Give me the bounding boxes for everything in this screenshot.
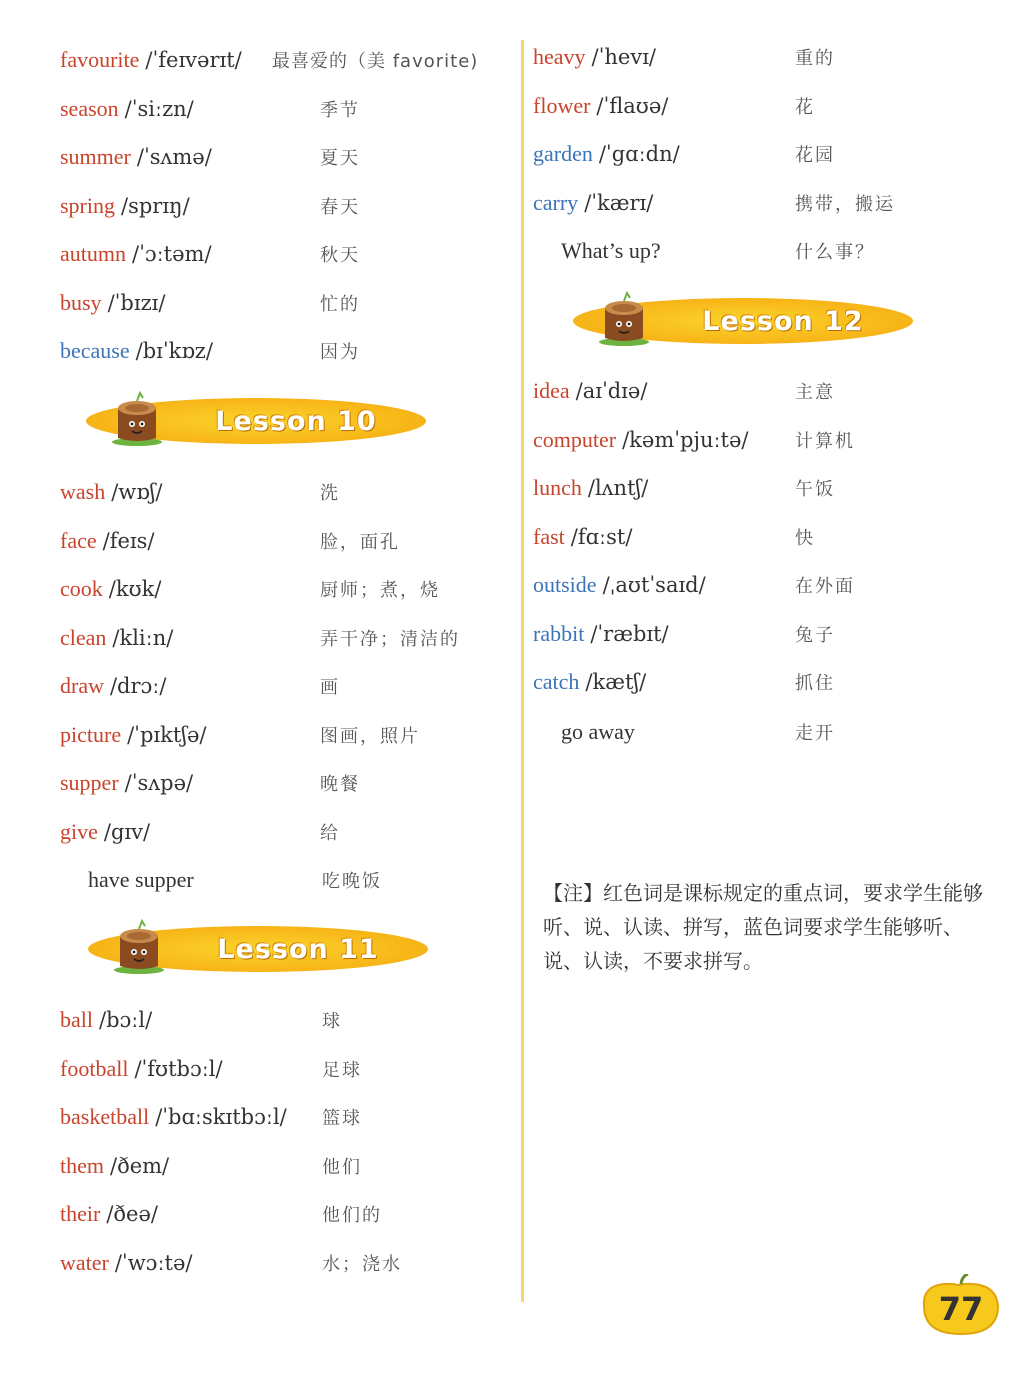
vocab-entry (533, 420, 749, 460)
vocab-meaning: 忙的 (320, 293, 360, 315)
vocab-meaning: 兔子 (795, 624, 835, 646)
vocab-entry (60, 618, 173, 658)
vocab-entry (60, 763, 193, 803)
lesson-banner (86, 396, 426, 446)
vocab-entry (533, 371, 647, 411)
vocab-meaning: 图画，照片 (320, 725, 420, 747)
vocab-word: flower (533, 92, 591, 118)
vocab-meaning: 抓住 (795, 673, 835, 694)
vocab-entry (533, 662, 646, 702)
vocab-phonetic: /kʊk/ (108, 577, 162, 601)
vocab-meaning: 秋天 (320, 245, 360, 266)
vocab-word: wash (60, 479, 106, 504)
vocab-word: autumn (60, 241, 126, 266)
vocab-entry (60, 715, 206, 755)
vocab-entry (60, 137, 212, 177)
vocab-entry (533, 86, 668, 126)
note-text: 【注】红色词是课标规定的重点词，要求学生能够听、说、认读、拼写，蓝色词要求学生能够听、说、认读，不要求拼写。 (543, 881, 983, 973)
vocab-entry (60, 40, 242, 80)
vocab-word: their (60, 1201, 101, 1226)
vocab-meaning: 脸，面孔 (320, 531, 400, 553)
vocab-entry (533, 183, 653, 223)
vocab-meaning: 洗 (320, 483, 340, 504)
vocab-entry (533, 37, 656, 77)
vocab-entry (60, 234, 212, 274)
vocab-word: catch (533, 669, 580, 694)
vocab-word: face (60, 527, 97, 553)
page-number: 77 (938, 1290, 984, 1328)
vocab-phonetic: /kætʃ/ (585, 670, 647, 694)
vocab-word: heavy (533, 44, 586, 69)
vocab-word: picture (60, 721, 122, 747)
vocab-entry (533, 614, 669, 654)
vocab-phonetic: /ˈsʌmə/ (136, 145, 212, 169)
vocab-word: outside (533, 572, 597, 597)
vocab-phonetic: /ˈbɪzɪ/ (107, 290, 166, 315)
vocab-entry (60, 1000, 152, 1040)
phrase-text: have supper (88, 867, 194, 892)
vocab-word: spring (60, 192, 115, 218)
vocab-phonetic: /bɔːl/ (99, 1008, 153, 1032)
vocab-phonetic: /ˈgɑːdn/ (598, 142, 680, 166)
vocab-phonetic: /ˈfʊtbɔːl/ (134, 1056, 223, 1081)
vocab-meaning: 晚餐 (320, 774, 360, 795)
vocab-word: football (60, 1055, 129, 1081)
vocab-meaning: 计算机 (795, 430, 855, 452)
vocab-phonetic: /ðeə/ (106, 1202, 158, 1226)
vocab-entry (60, 186, 190, 226)
vocab-phonetic: /ˈsiːzn/ (124, 96, 194, 121)
vocab-entry (533, 468, 648, 508)
vocab-word: rabbit (533, 620, 585, 646)
tree-stump-icon (110, 390, 164, 446)
vocab-word: lunch (533, 475, 582, 500)
vocab-word: fast (533, 523, 565, 549)
vocab-meaning: 厨师；煮，烧 (320, 580, 440, 601)
vocab-meaning: 午饭 (795, 479, 835, 500)
vocab-meaning: 球 (322, 1011, 342, 1032)
vocab-meaning: 花园 (795, 145, 835, 166)
vocab-meaning: 他们的 (322, 1205, 382, 1226)
vocab-phonetic: /ˌaʊtˈsaɪd/ (602, 573, 706, 597)
vocab-word: computer (533, 426, 617, 452)
vocab-phonetic: /ˈflaʊə/ (596, 93, 669, 118)
phrase-row (88, 860, 194, 900)
vocab-meaning: 夏天 (320, 148, 360, 169)
phrase-text: go away (561, 719, 635, 744)
vocab-word: ball (60, 1007, 93, 1032)
vocab-word: give (60, 818, 98, 844)
vocab-entry (60, 521, 154, 561)
phrase-meaning: 吃晚饭 (322, 871, 382, 892)
apple-page-number-icon (914, 1274, 1004, 1338)
vocab-meaning: 水；浇水 (322, 1253, 402, 1275)
vocab-phonetic: /gɪv/ (103, 819, 151, 844)
vocab-meaning: 他们 (322, 1156, 362, 1178)
phrase-text: What’s up? (561, 238, 661, 263)
vocab-entry (533, 565, 706, 605)
lesson-banner (573, 296, 913, 346)
vocab-phonetic: /drɔː/ (109, 674, 167, 698)
vocab-entry (60, 1049, 223, 1089)
vocab-meaning: 快 (795, 527, 815, 549)
vocab-meaning: 因为 (320, 342, 360, 363)
vocab-phonetic: /bɪˈkɒz/ (135, 339, 213, 363)
vocab-phonetic: /aɪˈdɪə/ (575, 379, 648, 403)
vocab-word: them (60, 1152, 104, 1178)
vocab-phonetic: /ˈwɔːtə/ (114, 1250, 193, 1275)
vocab-word: garden (533, 141, 593, 166)
vocab-phonetic: /kliːn/ (112, 625, 174, 650)
vocab-phonetic: /ðem/ (110, 1153, 170, 1178)
vocab-meaning: 携带，搬运 (795, 193, 895, 215)
vocab-phonetic: /ˈbɑːskɪtbɔːl/ (155, 1105, 287, 1129)
vocab-phonetic: /fɑːst/ (570, 524, 633, 549)
tree-stump-icon (597, 290, 651, 346)
vocab-meaning: 主意 (795, 382, 835, 403)
vocab-entry (533, 134, 680, 174)
vocab-meaning: 重的 (795, 48, 835, 69)
vocab-phonetic: /feɪs/ (102, 528, 155, 553)
vocab-word: supper (60, 770, 119, 795)
vocab-meaning: 花 (795, 96, 815, 118)
vocab-entry (60, 1194, 158, 1234)
vocab-meaning: 最喜爱的（美 favorite) (272, 51, 479, 72)
lesson-title: Lesson 10 (215, 405, 377, 437)
vocab-phonetic: /lʌntʃ/ (587, 476, 649, 500)
vocab-word: carry (533, 189, 579, 215)
lesson-title: Lesson 11 (217, 933, 379, 965)
vocab-phonetic: /ˈɔːtəm/ (132, 242, 212, 266)
vocab-entry (60, 331, 213, 371)
vocab-meaning: 篮球 (322, 1108, 362, 1129)
phrase-meaning: 走开 (795, 723, 835, 744)
vocab-phonetic: /ˈhevɪ/ (591, 45, 656, 69)
vocab-entry (60, 569, 161, 609)
vocab-word: water (60, 1249, 109, 1275)
vocab-entry (60, 283, 165, 323)
vocab-meaning: 足球 (322, 1059, 362, 1081)
vocab-meaning: 给 (320, 822, 340, 844)
vocab-phonetic: /ˈkærɪ/ (584, 190, 654, 215)
vocab-phonetic: /ˈsʌpə/ (124, 771, 194, 795)
vocab-phonetic: /ˈræbɪt/ (590, 621, 669, 646)
tree-stump-icon (112, 918, 166, 974)
vocab-meaning: 画 (320, 677, 340, 698)
vocab-word: summer (60, 144, 131, 169)
column-divider (521, 40, 524, 1302)
vocab-phonetic: /ˈpɪktʃə/ (127, 722, 207, 747)
vocab-word: because (60, 338, 130, 363)
vocab-entry (60, 89, 194, 129)
vocab-meaning: 季节 (320, 99, 360, 121)
vocab-phonetic: /kəmˈpjuːtə/ (622, 427, 749, 452)
vocab-entry (60, 1146, 169, 1186)
vocab-word: basketball (60, 1104, 150, 1129)
vocab-entry (533, 517, 632, 557)
vocab-entry (60, 666, 166, 706)
lesson-title: Lesson 12 (702, 305, 864, 337)
vocab-phonetic: /wɒʃ/ (111, 480, 163, 504)
vocab-entry (60, 472, 163, 512)
vocab-word: favourite (60, 47, 140, 72)
vocab-word: draw (60, 673, 104, 698)
vocab-entry (60, 1097, 287, 1137)
vocab-word: cook (60, 576, 103, 601)
vocab-entry (60, 1243, 192, 1283)
lesson-banner (88, 924, 428, 974)
vocab-meaning: 弄干净；清洁的 (320, 628, 460, 650)
phrase-meaning: 什么事？ (795, 242, 875, 263)
vocab-meaning: 在外面 (795, 576, 855, 597)
vocab-entry (60, 812, 150, 852)
vocab-word: idea (533, 378, 570, 403)
vocab-phonetic: /ˈfeɪvərɪt/ (145, 48, 242, 72)
vocab-word: clean (60, 624, 107, 650)
vocab-word: season (60, 95, 119, 121)
phrase-row (561, 231, 661, 271)
vocab-word: busy (60, 289, 102, 315)
vocab-meaning: 春天 (320, 196, 360, 218)
vocab-phonetic: /sprɪŋ/ (121, 193, 190, 218)
phrase-row (561, 712, 635, 752)
